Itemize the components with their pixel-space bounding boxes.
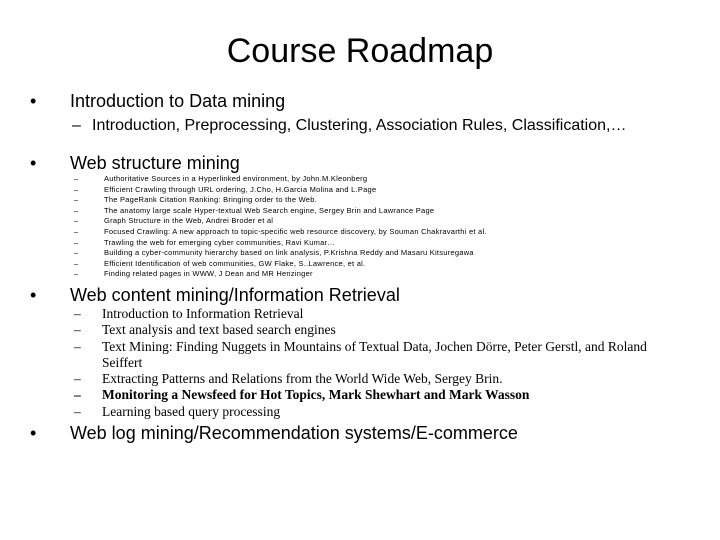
reading-list-text: The PageRank Citation Ranking: Bringing order to the Web. (104, 195, 317, 205)
web-content-reading-list (74, 306, 684, 420)
reading-list-text: Efficient Crawling through URL ordering, J.Cho, H.Garcia Molina and L.Page (104, 184, 377, 194)
reading-list-item (74, 195, 694, 206)
reading-list-item (74, 404, 684, 420)
reading-list-text: Building a cyber-community hierarchy based on link analysis, P.Krishna Reddy and Masaru Kitsuregawa (104, 248, 474, 258)
dash-icon: – (74, 338, 81, 354)
reading-list-item (74, 185, 694, 196)
reading-list-text: Extracting Patterns and Relations from the World Wide Web, Sergey Brin. (102, 371, 503, 387)
dash-icon: – (74, 216, 79, 226)
reading-list-item (74, 248, 694, 259)
bullet-icon: • (30, 91, 37, 111)
reading-list-text: Trawling the web for emerging cyber communities, Ravi Kumar… (104, 237, 336, 247)
reading-list-text: Learning based query processing (102, 403, 281, 419)
bullet-text: Introduction to Data mining (70, 91, 286, 111)
reading-list-item (74, 387, 684, 403)
reading-list-text: Introduction to Information Retrieval (102, 306, 304, 321)
reading-list-item (74, 259, 694, 270)
dash-icon: – (74, 226, 79, 236)
dash-icon: – (74, 174, 79, 183)
bullet-icon: • (30, 423, 37, 443)
reading-list-item (74, 269, 694, 280)
reading-list-item (74, 371, 684, 387)
bullet-icon: • (30, 285, 37, 305)
dash-icon: – (74, 195, 79, 205)
dash-icon: – (74, 248, 79, 258)
dash-icon: – (74, 269, 79, 279)
reading-list-item (74, 174, 694, 185)
dash-icon: – (74, 403, 81, 419)
web-structure-reading-list (74, 174, 694, 280)
reading-list-text: Text analysis and text based search engines (102, 322, 336, 338)
slide-title: Course Roadmap (226, 32, 494, 70)
reading-list-item (74, 227, 694, 238)
bullet-icon: • (30, 153, 37, 173)
dash-icon: – (74, 322, 81, 338)
dash-icon: – (74, 371, 81, 387)
bullet-text: Web structure mining (70, 153, 240, 173)
reading-list-text: Finding related pages in WWW, J Dean and MR Henzinger (104, 269, 313, 279)
dash-icon: – (74, 306, 81, 321)
bullet-text: Web log mining/Recommendation systems/E-commerce (70, 423, 518, 443)
reading-list-text: Focused Crawling: A new approach to topic-specific web resource discovery, by Souman Chakravarthi et al. (104, 226, 487, 236)
reading-list-text: Efficient Identification of web communities, GW Flake, S..Lawrence, et al. (104, 258, 366, 268)
sub-item-text: Introduction, Preprocessing, Clustering, Association Rules, Classification,… (92, 117, 627, 134)
reading-list-text: Text Mining: Finding Nuggets in Mountains of Textual Data, Jochen Dörre, Peter Gerstl, and Roland Seiffert (102, 338, 647, 370)
dash-icon: – (74, 387, 81, 403)
reading-list-text: Graph Structure in the Web, Andrei Broder et al (104, 216, 274, 226)
dash-icon: – (74, 237, 79, 247)
dash-icon: – (74, 258, 79, 268)
reading-list-item (74, 238, 694, 249)
reading-list-item (74, 339, 684, 372)
dash-icon: – (74, 184, 79, 194)
reading-list-item (74, 206, 694, 217)
reading-list-item (74, 306, 684, 322)
reading-list-text: The anatomy large scale Hyper-textual Web Search engine, Sergey Brin and Lawrance Page (104, 205, 435, 215)
bullet-text: Web content mining/Information Retrieval (70, 285, 400, 305)
reading-list-text: Monitoring a Newsfeed for Hot Topics, Mark Shewhart and Mark Wasson (102, 387, 530, 403)
dash-icon: – (72, 117, 81, 134)
reading-list-text: Authoritative Sources in a Hyperlinked environment, by John.M.Kleonberg (104, 174, 368, 183)
reading-list-item (74, 216, 694, 227)
reading-list-item (74, 322, 684, 338)
dash-icon: – (74, 205, 79, 215)
